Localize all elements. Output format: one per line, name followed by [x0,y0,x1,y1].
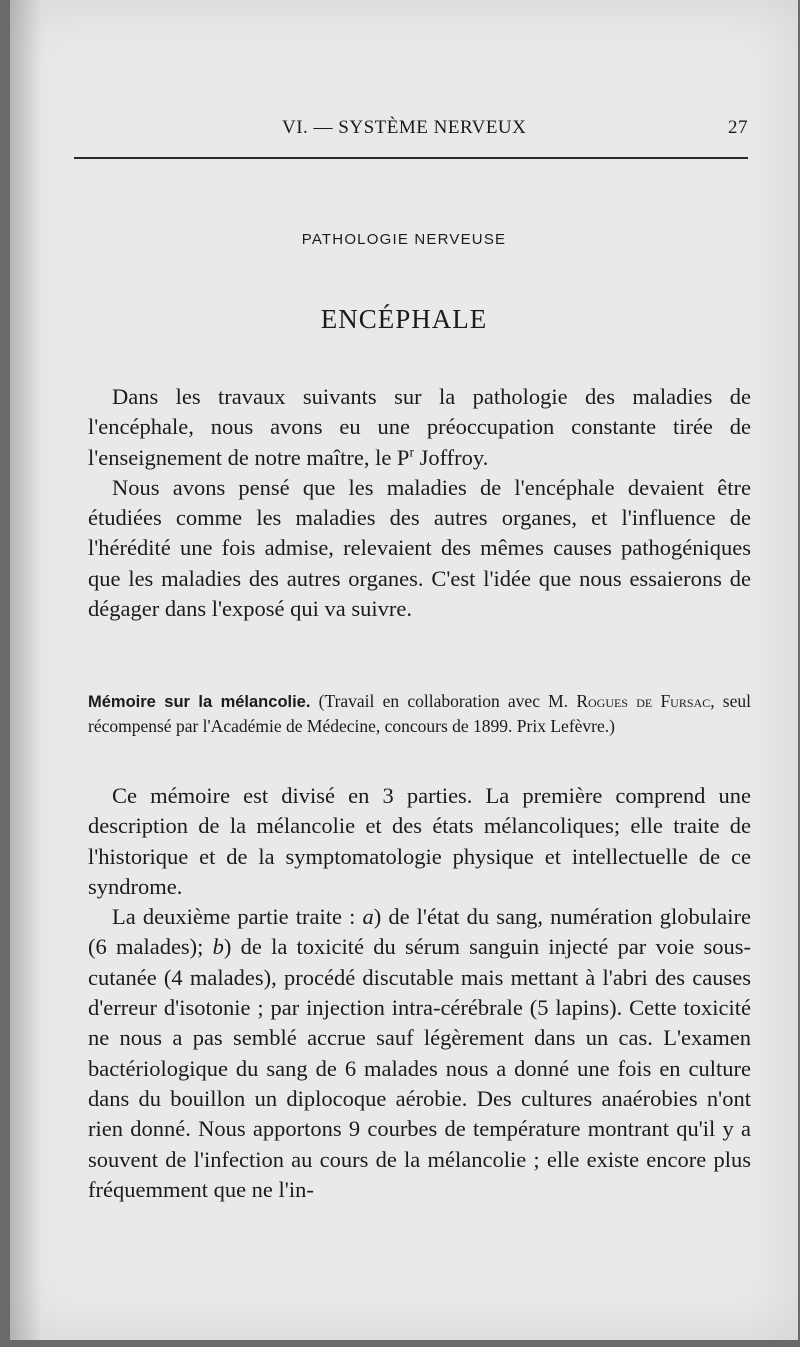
intro-p1-text: Dans les travaux suivants sur la pathologie des maladies de l'encéphale, nous avons eu une préoccupation constante tirée de l'enseignement de notre maître, le P [88,384,751,470]
entry-text-start: (Travail en collaboration avec M. [310,691,577,711]
entry-text-end: , seul récompensé par l'Académie de Médecine, concours de 1899. Prix Lefèvre.) [88,691,751,736]
section-label: PATHOLOGIE NERVEUSE [301,231,507,248]
bibliography-entry [88,690,751,738]
book-page [10,0,798,1340]
intro-paragraph-2: Nous avons pensé que les maladies de l'encéphale devaient être étudiées comme les maladies des autres organes, et l'influence de l'hérédité une fois admise, relevaient des mêmes causes pathogéniques que les maladies des autres organes. C'est l'idée que nous essaierons de dégager dans l'exposé qui va suivre. [88,474,751,622]
coauthor-name: Rogues de Fursac [576,691,711,711]
intro-text [88,382,751,624]
running-title: VI. — SYSTÈME NERVEUX [282,117,527,138]
running-head [10,117,798,141]
header-rule [74,157,748,159]
memoire-p2-mid: ) de l'état du sang, numération globulaire (6 malades); [88,904,751,960]
entry-paragraph [88,690,751,738]
intro-paragraph-1 [88,382,751,473]
list-label-a: a [362,904,374,930]
chapter-title: ENCÉPHALE [320,304,488,334]
memoire-text [88,781,751,1205]
memoire-paragraph-1: Ce mémoire est divisé en 3 parties. La première comprend une description de la mélancolie et des états mélancoliques; elle traite de l'historique et de la symptomatologie physique et intellectuelle de ce syndrome. [88,783,751,899]
entry-title: Mémoire sur la mélancolie. [88,693,311,711]
intro-p1-end: Joffroy. [413,444,489,470]
binding-shadow [10,0,42,1340]
memoire-paragraph-2 [88,902,751,1205]
page-number: 27 [728,117,748,138]
memoire-p2-end: ) de la toxicité du sérum sanguin injecté par voie sous-cutanée (4 malades), procédé discutable mais mettant à l'abri des causes d'erreur d'isotonie ; par injection intra-cérébrale (5 lapins). Cette toxicité ne nous a pas semblé accrue sauf légèrement dans un cas. L'examen bactériologique du sang de 6 malades nous a donné une fois en culture dans du bouillon un diplocoque aérobie. Des cultures anaérobies n'ont rien donné. Nous apportons 9 courbes de température montrant qu'il y a souvent de l'infection au cours de la mélancolie ; elle existe encore plus fréquemment que ne l'in- [88,934,751,1202]
memoire-p2-start: La deuxième partie traite : [112,904,363,930]
professor-abbrev-sup: r [409,444,414,460]
list-label-b: b [212,934,224,960]
